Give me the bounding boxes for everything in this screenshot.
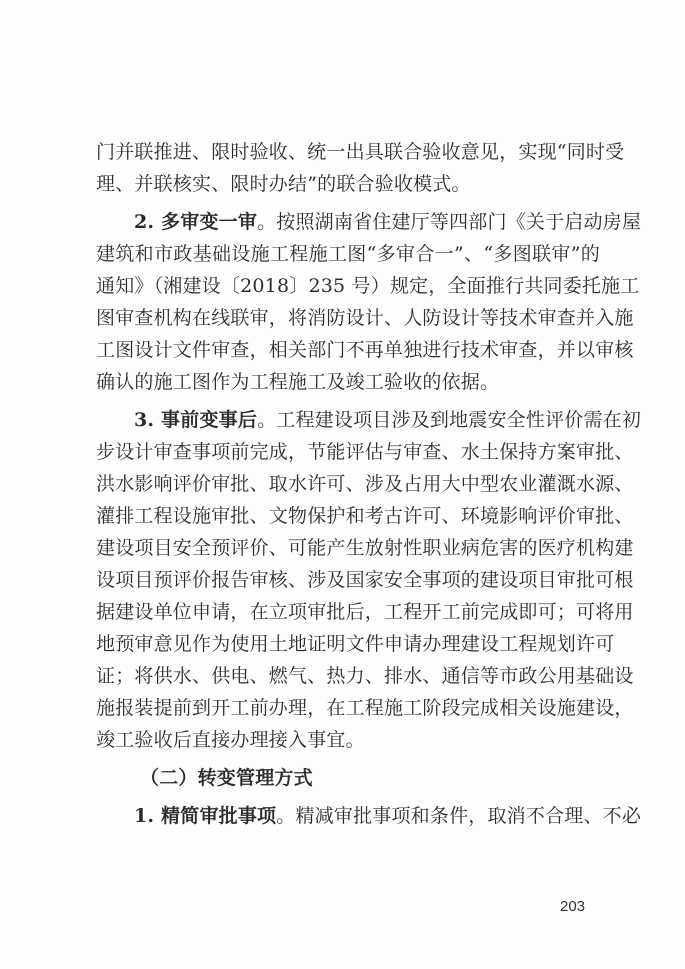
text-line: 竣工验收后直接办理接入事宜。 bbox=[96, 729, 365, 751]
section-heading: （二）转变管理方式 bbox=[140, 767, 313, 789]
text-line: 通知》（湘建设〔2018〕235 号）规定，全面推行共同委托施工 bbox=[96, 275, 640, 297]
paragraph-title: 3. 事前变事后 bbox=[134, 409, 258, 431]
text-line: 证；将供水、供电、燃气、热力、排水、通信等市政公用基础设 bbox=[96, 665, 634, 687]
paragraph-first-line bbox=[96, 800, 642, 832]
text-line: 图审查机构在线联审，将消防设计、人防设计等技术审查并入施 bbox=[96, 307, 634, 329]
text-line: 施报装提前到开工前办理，在工程施工阶段完成相关设施建设， bbox=[96, 697, 634, 719]
text-line: 建筑和市政基础设施工程施工图“多审合一”、“多图联审”的 bbox=[96, 243, 600, 265]
text-run: 。工程建设项目涉及到地震安全性评价需在初 bbox=[257, 409, 642, 431]
text-line: 灌排工程设施审批、文物保护和考古许可、环境影响评价审批、 bbox=[96, 505, 634, 527]
text-line: 据建设单位申请，在立项审批后，工程开工前完成即可；可将用 bbox=[96, 601, 634, 623]
paragraph-title: 2. 多审变一审 bbox=[134, 211, 258, 233]
text-line: 理、并联核实、限时办结”的联合验收模式。 bbox=[96, 173, 471, 195]
text-line: 确认的施工图作为工程施工及竣工验收的依据。 bbox=[96, 371, 500, 393]
text-line: 洪水影响评价审批、取水许可、涉及占用大中型农业灌溉水源、 bbox=[96, 473, 634, 495]
text-line: 地预审意见作为使用土地证明文件申请办理建设工程规划许可 bbox=[96, 633, 615, 655]
text-line: 工图设计文件审查，相关部门不再单独进行技术审查，并以审核 bbox=[96, 339, 634, 361]
body-text bbox=[96, 136, 642, 832]
paragraph-first-line bbox=[96, 404, 642, 436]
paragraph-title: 1. 精简审批事项 bbox=[134, 805, 277, 827]
text-line: 步设计审查事项前完成，节能评估与审查、水土保持方案审批、 bbox=[96, 441, 634, 463]
text-run: 。精减审批事项和条件，取消不合理、不必 bbox=[276, 805, 642, 827]
page-number: 203 bbox=[560, 898, 586, 915]
text-run: 。按照湖南省住建厅等四部门《关于启动房屋 bbox=[257, 211, 642, 233]
paragraph-first-line bbox=[96, 206, 642, 238]
text-line: 建设项目安全预评价、可能产生放射性职业病危害的医疗机构建 bbox=[96, 537, 634, 559]
text-line: 门并联推进、限时验收、统一出具联合验收意见，实现“同时受 bbox=[96, 141, 625, 163]
text-line: 设项目预评价报告审核、涉及国家安全事项的建设项目审批可根 bbox=[96, 569, 634, 591]
